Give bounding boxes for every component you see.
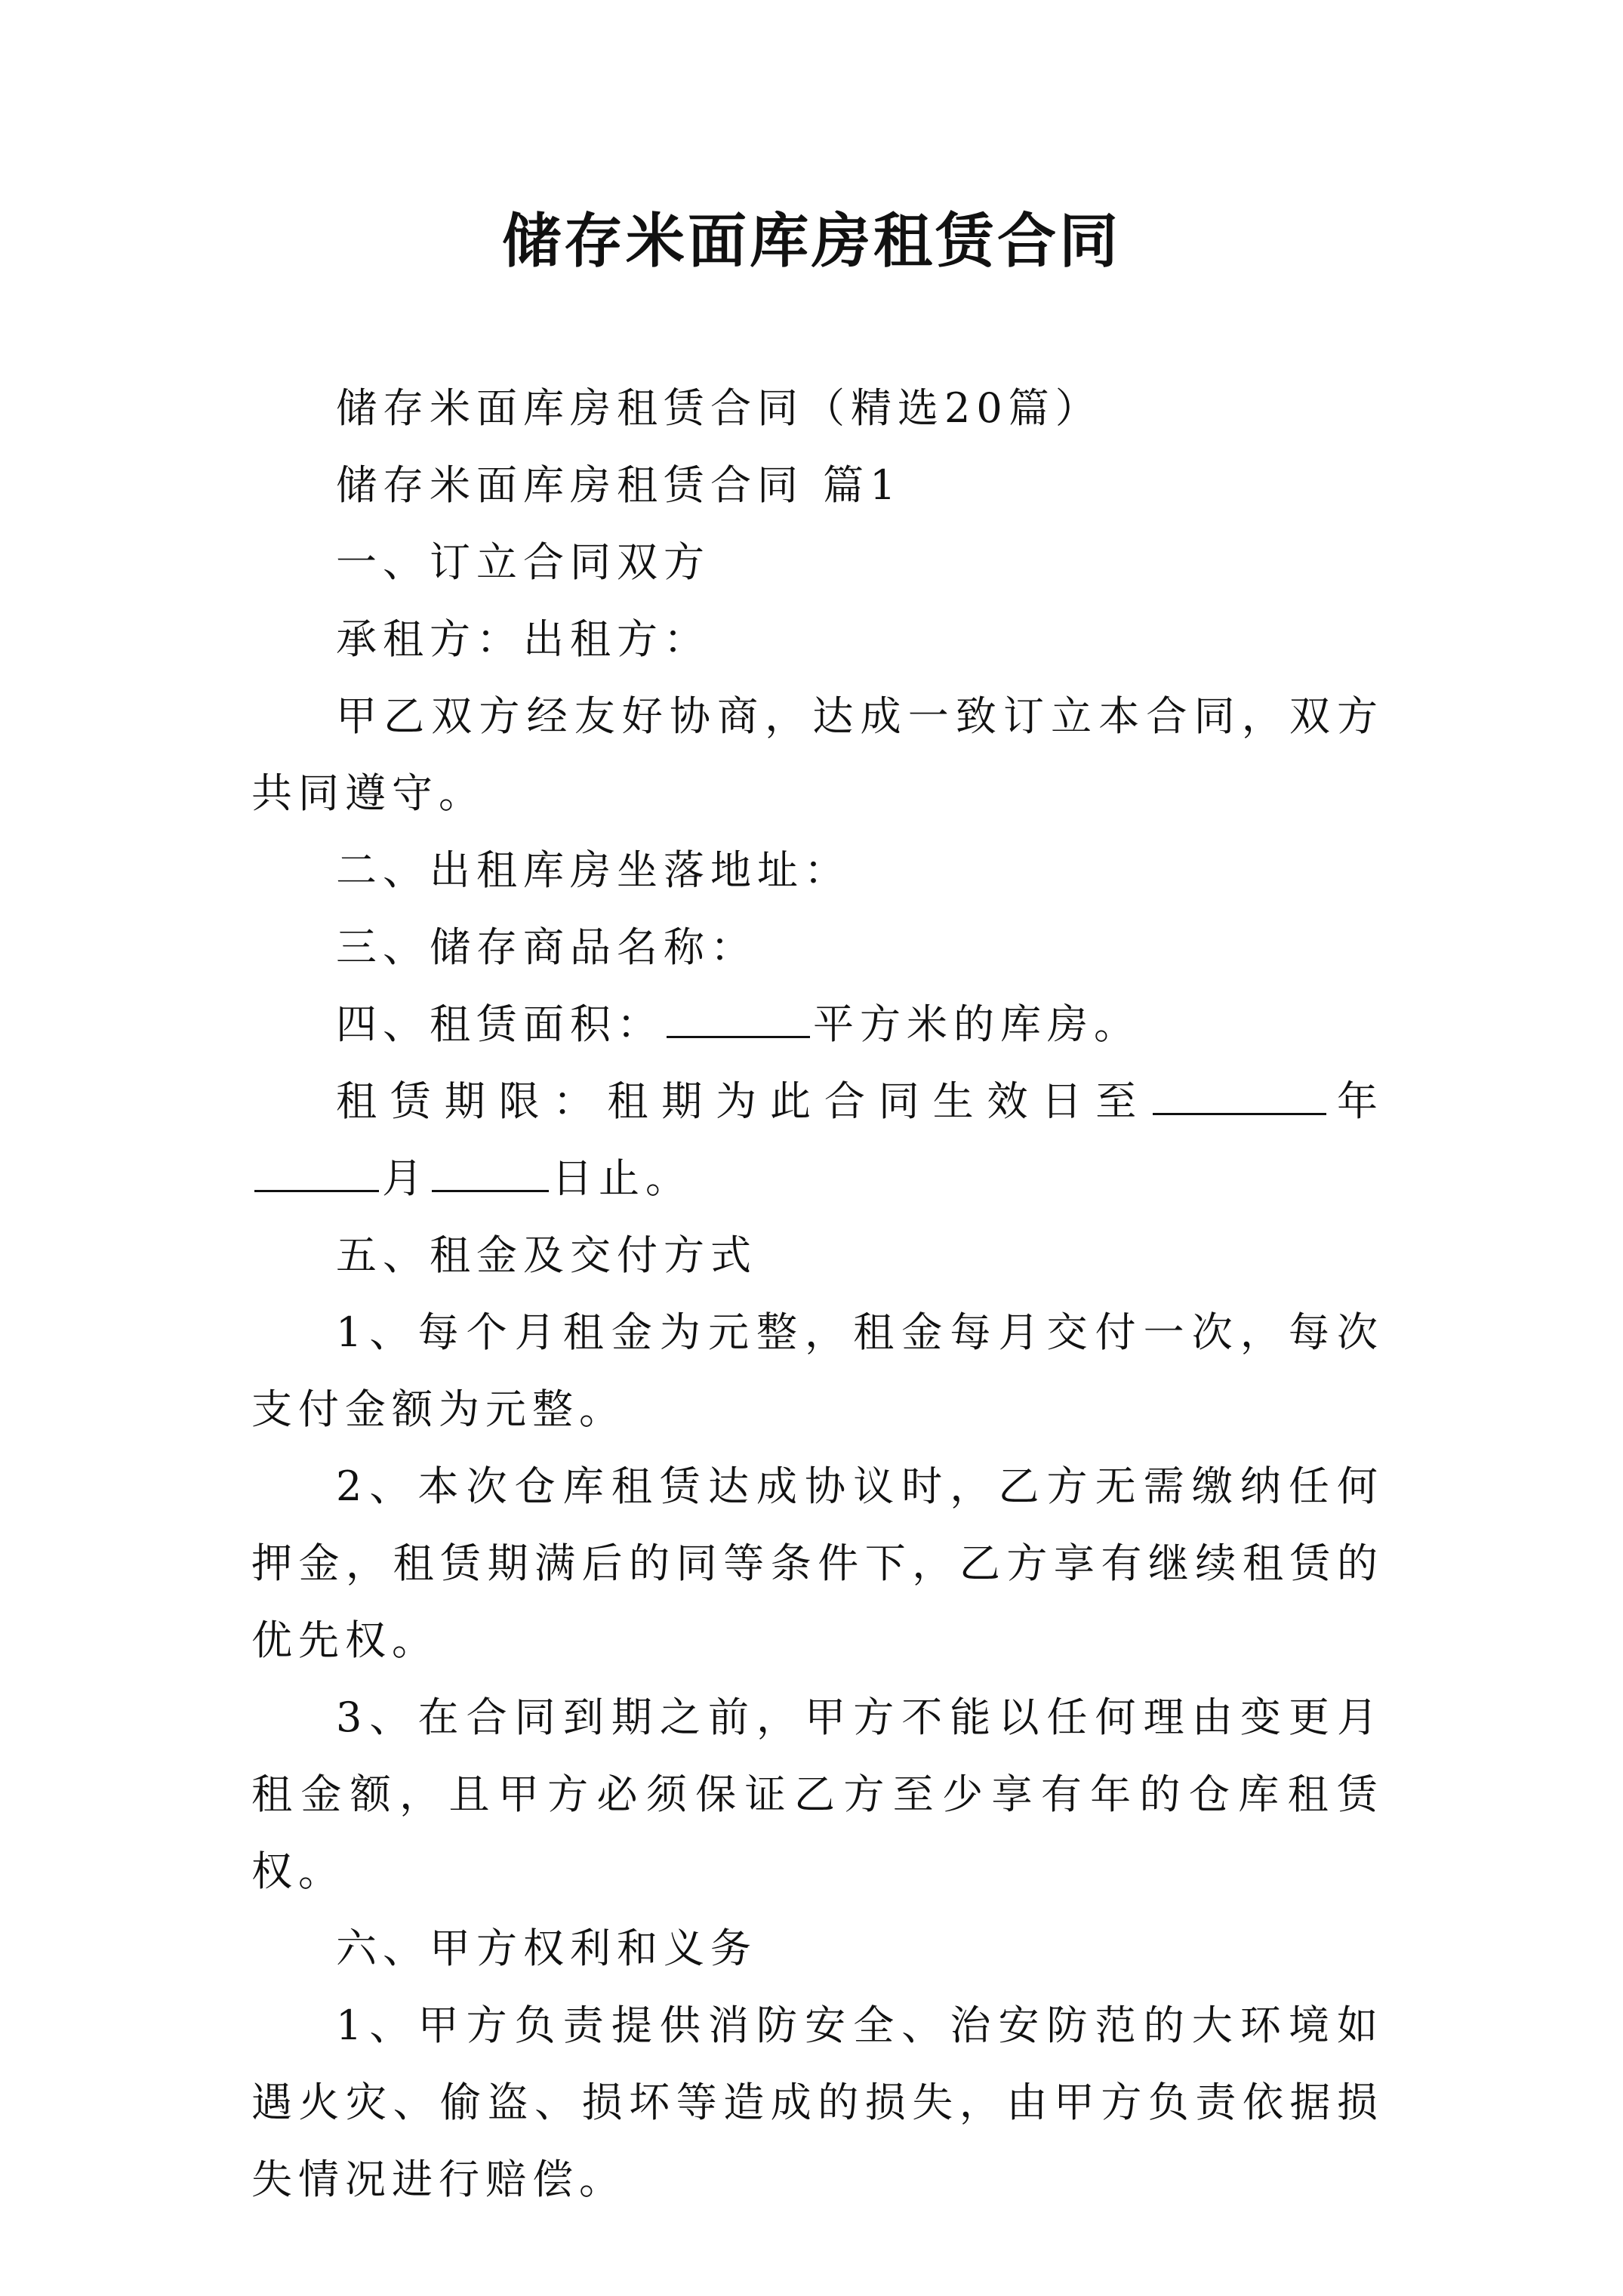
paragraph-subtitle: 储存米面库房租赁合同（精选20篇） bbox=[336, 384, 1102, 432]
document-body bbox=[251, 370, 1384, 2218]
paragraph-section-4-area bbox=[251, 986, 1384, 1063]
paragraph-rent-2: 2、本次仓库租赁达成协议时，乙方无需缴纳任何押金，租赁期满后的同等条件下，乙方享有继续租赁的优先权。 bbox=[251, 1462, 1384, 1664]
year-blank bbox=[1153, 1066, 1326, 1115]
paragraph-section-1: 一、订立合同双方 bbox=[336, 538, 710, 586]
paragraph-section-2: 二、出租库房坐落地址： bbox=[336, 846, 851, 894]
year-label: 年 bbox=[1329, 1077, 1384, 1125]
month-blank bbox=[254, 1143, 379, 1192]
paragraph-rent-1: 1、每个月租金为元整，租金每月交付一次，每次支付金额为元整。 bbox=[251, 1308, 1384, 1433]
paragraph-section-6: 六、甲方权利和义务 bbox=[336, 1925, 757, 1972]
paragraph-section-5: 五、租金及交付方式 bbox=[336, 1231, 757, 1279]
paragraph-chapter-heading: 储存米面库房租赁合同 篇1 bbox=[336, 461, 902, 509]
paragraph-rent-3: 3、在合同到期之前，甲方不能以任何理由变更月租金额，且甲方必须保证乙方至少享有年的仓库租赁权。 bbox=[251, 1693, 1384, 1895]
document-title: 储存米面库房租赁合同 bbox=[501, 207, 1121, 276]
month-label: 月 bbox=[382, 1154, 429, 1202]
paragraph-parties: 承租方：出租方： bbox=[336, 615, 710, 663]
paragraph-lease-term bbox=[251, 1063, 1384, 1217]
day-blank bbox=[432, 1143, 549, 1192]
day-label: 日止。 bbox=[552, 1154, 692, 1202]
paragraph-section-3: 三、储存商品名称： bbox=[336, 923, 757, 971]
paragraph-party-a-duty-1: 1、甲方负责提供消防安全、治安防范的大环境如遇火灾、偷盗、损坏等造成的损失，由甲方负责依据损失情况进行赔偿。 bbox=[251, 2002, 1384, 2203]
lease-term-label: 租赁期限：租期为此合同生效日至 bbox=[336, 1077, 1150, 1125]
area-unit: 平方米的库房。 bbox=[813, 1000, 1141, 1048]
area-label: 四、租赁面积： bbox=[336, 1000, 664, 1048]
paragraph-agreement: 甲乙双方经友好协商，达成一致订立本合同，双方共同遵守。 bbox=[251, 692, 1384, 817]
area-blank bbox=[667, 989, 810, 1038]
